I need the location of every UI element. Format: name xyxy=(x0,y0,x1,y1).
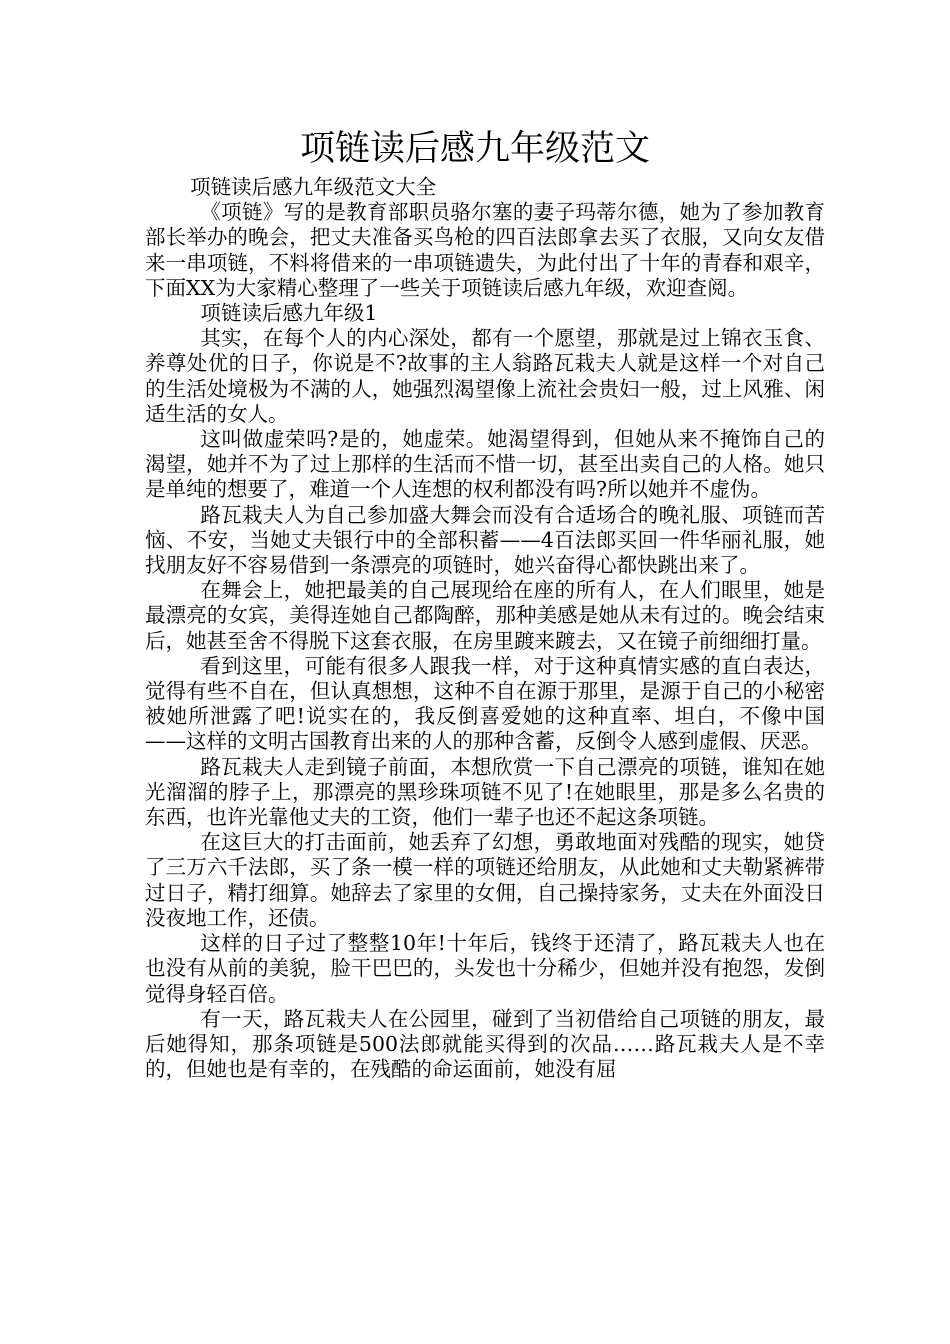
document-subtitle: 项链读后感九年级范文大全 xyxy=(190,175,437,199)
document-body xyxy=(145,175,825,1082)
body-paragraph: 这叫做虚荣吗?是的，她虚荣。她渴望得到，但她从来不掩饰自己的渴望，她并不为了过上那样的生活而不惜一切，甚至出卖自己的人格。她只是单纯的想要了，难道一个人连想的权利都没有吗?所以她并不虚伪。 xyxy=(145,427,825,502)
body-paragraph: 路瓦栽夫人走到镜子前面，本想欣赏一下自己漂亮的项链，谁知在她光溜溜的脖子上，那漂亮的黑珍珠项链不见了!在她眼里，那是多么名贵的东西，也许光靠他丈夫的工资，他们一辈子也还不起这条项链。 xyxy=(145,754,825,830)
intro-paragraph: 《项链》写的是教育部职员骆尔塞的妻子玛蒂尔德，她为了参加教育部长举办的晚会，把丈夫准备买鸟枪的四百法郎拿去买了衣服，又向女友借来一串项链，不料将借来的一串项链遗失，为此付出了十年的青春和艰辛，下面XX为大家精心整理了一些关于项链读后感九年级，欢迎查阅。 xyxy=(145,200,825,300)
body-paragraph: 在这巨大的打击面前，她丢弃了幻想，勇敢地面对残酷的现实，她贷了三万六千法郎，买了条一模一样的项链还给朋友，从此她和丈夫勒紧裤带过日子，精打细算。她辞去了家里的女佣，自己操持家务，丈夫在外面没日没夜地工作，还债。 xyxy=(145,830,825,930)
document-title: 项链读后感九年级范文 xyxy=(299,129,650,169)
body-paragraph: 这样的日子过了整整10年!十年后，钱终于还清了，路瓦栽夫人也在也没有从前的美貌，脸干巴巴的，头发也十分稀少，但她并没有抱怨，发倒觉得身轻百倍。 xyxy=(145,931,825,1006)
body-paragraph: 其实，在每个人的内心深处，都有一个愿望，那就是过上锦衣玉食、养尊处优的日子，你说是不?故事的主人翁路瓦栽夫人就是这样一个对自己的生活处境极为不满的人，她强烈渴望像上流社会贵妇一般，过上风雅、闲适生活的女人。 xyxy=(145,326,825,426)
body-paragraph: 看到这里，可能有很多人跟我一样，对于这种真情实感的直白表达，觉得有些不自在，但认真想想，这种不自在源于那里，是源于自己的小秘密被她所泄露了吧!说实在的，我反倒喜爱她的这种直率、坦白，不像中国 ——这样的文明古国教育出来的人的那种含蓄，反倒令人感到虚假、厌恶。 xyxy=(145,653,825,754)
body-paragraph: 在舞会上，她把最美的自己展现给在座的所有人，在人们眼里，她是最漂亮的女宾，美得连她自己都陶醉，那种美感是她从未有过的。晚会结束后，她甚至舍不得脱下这套衣服，在房里踱来踱去，又在镜子前细细打量。 xyxy=(145,578,825,653)
body-paragraph: 路瓦栽夫人为自己参加盛大舞会而没有合适场合的晚礼服、项链而苦恼、不安，当她丈夫银行中的全部积蓄——4百法郎买回一件华丽礼服，她找朋友好不容易借到一条漂亮的项链时，她兴奋得心都快跳出来了。 xyxy=(145,502,825,578)
body-paragraph: 有一天，路瓦栽夫人在公园里，碰到了当初借给自己项链的朋友，最后她得知，那条项链是500法郎就能买得到的次品……路瓦栽夫人是不幸的，但她也是有幸的，在残酷的命运面前，她没有屈 xyxy=(145,1006,825,1082)
section-heading: 项链读后感九年级1 xyxy=(200,301,378,326)
